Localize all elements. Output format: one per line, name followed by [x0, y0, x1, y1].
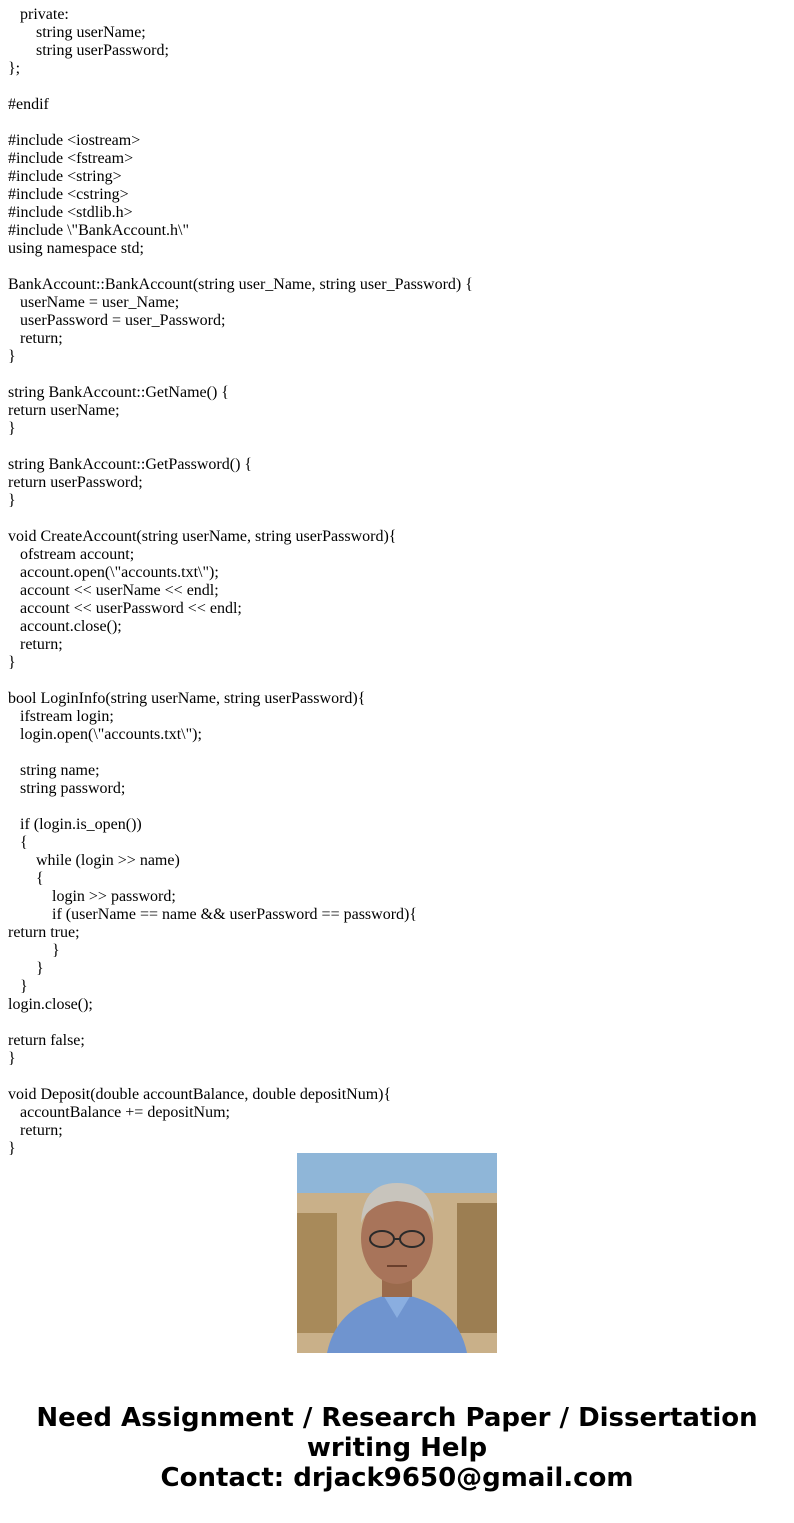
code-line: account << userPassword << endl; — [8, 600, 242, 617]
code-line: userPassword = user_Password; — [8, 312, 226, 329]
code-line: if (login.is_open()) — [8, 816, 142, 833]
code-line — [8, 510, 788, 528]
code-line — [8, 78, 788, 96]
code-line: } — [8, 942, 60, 959]
code-line: string name; — [8, 762, 100, 779]
code-line: accountBalance += depositNum; — [8, 1104, 230, 1121]
code-line: } — [8, 1140, 16, 1157]
code-line: account.open(\"accounts.txt\"); — [8, 564, 219, 581]
code-line: #include <cstring> — [8, 186, 129, 203]
code-line: string userName; — [8, 24, 146, 41]
code-line: using namespace std; — [8, 240, 144, 257]
code-line: private: — [8, 6, 69, 23]
code-line — [8, 1014, 788, 1032]
code-line: }; — [8, 60, 21, 77]
code-line — [8, 438, 788, 456]
code-line: } — [8, 654, 16, 671]
code-line: } — [8, 1050, 16, 1067]
code-line: BankAccount::BankAccount(string user_Name, string user_Password) { — [8, 276, 473, 293]
code-line: login.close(); — [8, 996, 93, 1013]
code-line: login.open(\"accounts.txt\"); — [8, 726, 202, 743]
promo-line-1: Need Assignment / Research Paper / Dissertation — [36, 1403, 758, 1433]
code-line: return; — [8, 330, 63, 347]
code-line: #include <iostream> — [8, 132, 141, 149]
code-line — [8, 366, 788, 384]
code-line: while (login >> name) — [8, 852, 180, 869]
code-line: bool LoginInfo(string userName, string userPassword){ — [8, 690, 366, 707]
code-line: } — [8, 492, 16, 509]
code-line: userName = user_Name; — [8, 294, 180, 311]
code-line: string userPassword; — [8, 42, 169, 59]
code-line: login >> password; — [8, 888, 176, 905]
code-line: #include <stdlib.h> — [8, 204, 133, 221]
code-line: #endif — [8, 96, 49, 113]
code-line: return userPassword; — [8, 474, 143, 491]
code-line: string BankAccount::GetName() { — [8, 384, 229, 401]
code-line: ofstream account; — [8, 546, 135, 563]
code-line — [8, 114, 788, 132]
promo-line-3: Contact: drjack9650@gmail.com — [160, 1463, 634, 1493]
code-line: string password; — [8, 780, 126, 797]
code-line: #include <string> — [8, 168, 122, 185]
code-line: #include <fstream> — [8, 150, 134, 167]
code-line — [8, 672, 788, 690]
code-line: return true; — [8, 924, 80, 941]
code-line: if (userName == name && userPassword == password){ — [8, 906, 418, 923]
code-line — [8, 258, 788, 276]
code-line: void Deposit(double accountBalance, double depositNum){ — [8, 1086, 392, 1103]
code-line: account << userName << endl; — [8, 582, 219, 599]
person-photo-icon — [297, 1153, 497, 1353]
code-line: return false; — [8, 1032, 85, 1049]
code-line: return; — [8, 1122, 63, 1139]
code-line: } — [8, 978, 28, 995]
code-line: return userName; — [8, 402, 120, 419]
code-line — [8, 744, 788, 762]
promo-line-2: writing Help — [306, 1433, 488, 1463]
promo-text — [0, 1403, 794, 1493]
code-line: return; — [8, 636, 63, 653]
code-line: #include \"BankAccount.h\" — [8, 222, 190, 239]
code-line — [8, 1068, 788, 1086]
code-line: } — [8, 960, 44, 977]
code-line: } — [8, 348, 16, 365]
code-line: ifstream login; — [8, 708, 114, 725]
code-line — [8, 798, 788, 816]
code-line: void CreateAccount(string userName, string userPassword){ — [8, 528, 397, 545]
code-line: { — [8, 870, 44, 887]
code-listing — [8, 0, 788, 1157]
avatar — [297, 1153, 497, 1353]
code-line: account.close(); — [8, 618, 122, 635]
code-line: string BankAccount::GetPassword() { — [8, 456, 253, 473]
code-line: } — [8, 420, 16, 437]
code-line: { — [8, 834, 28, 851]
